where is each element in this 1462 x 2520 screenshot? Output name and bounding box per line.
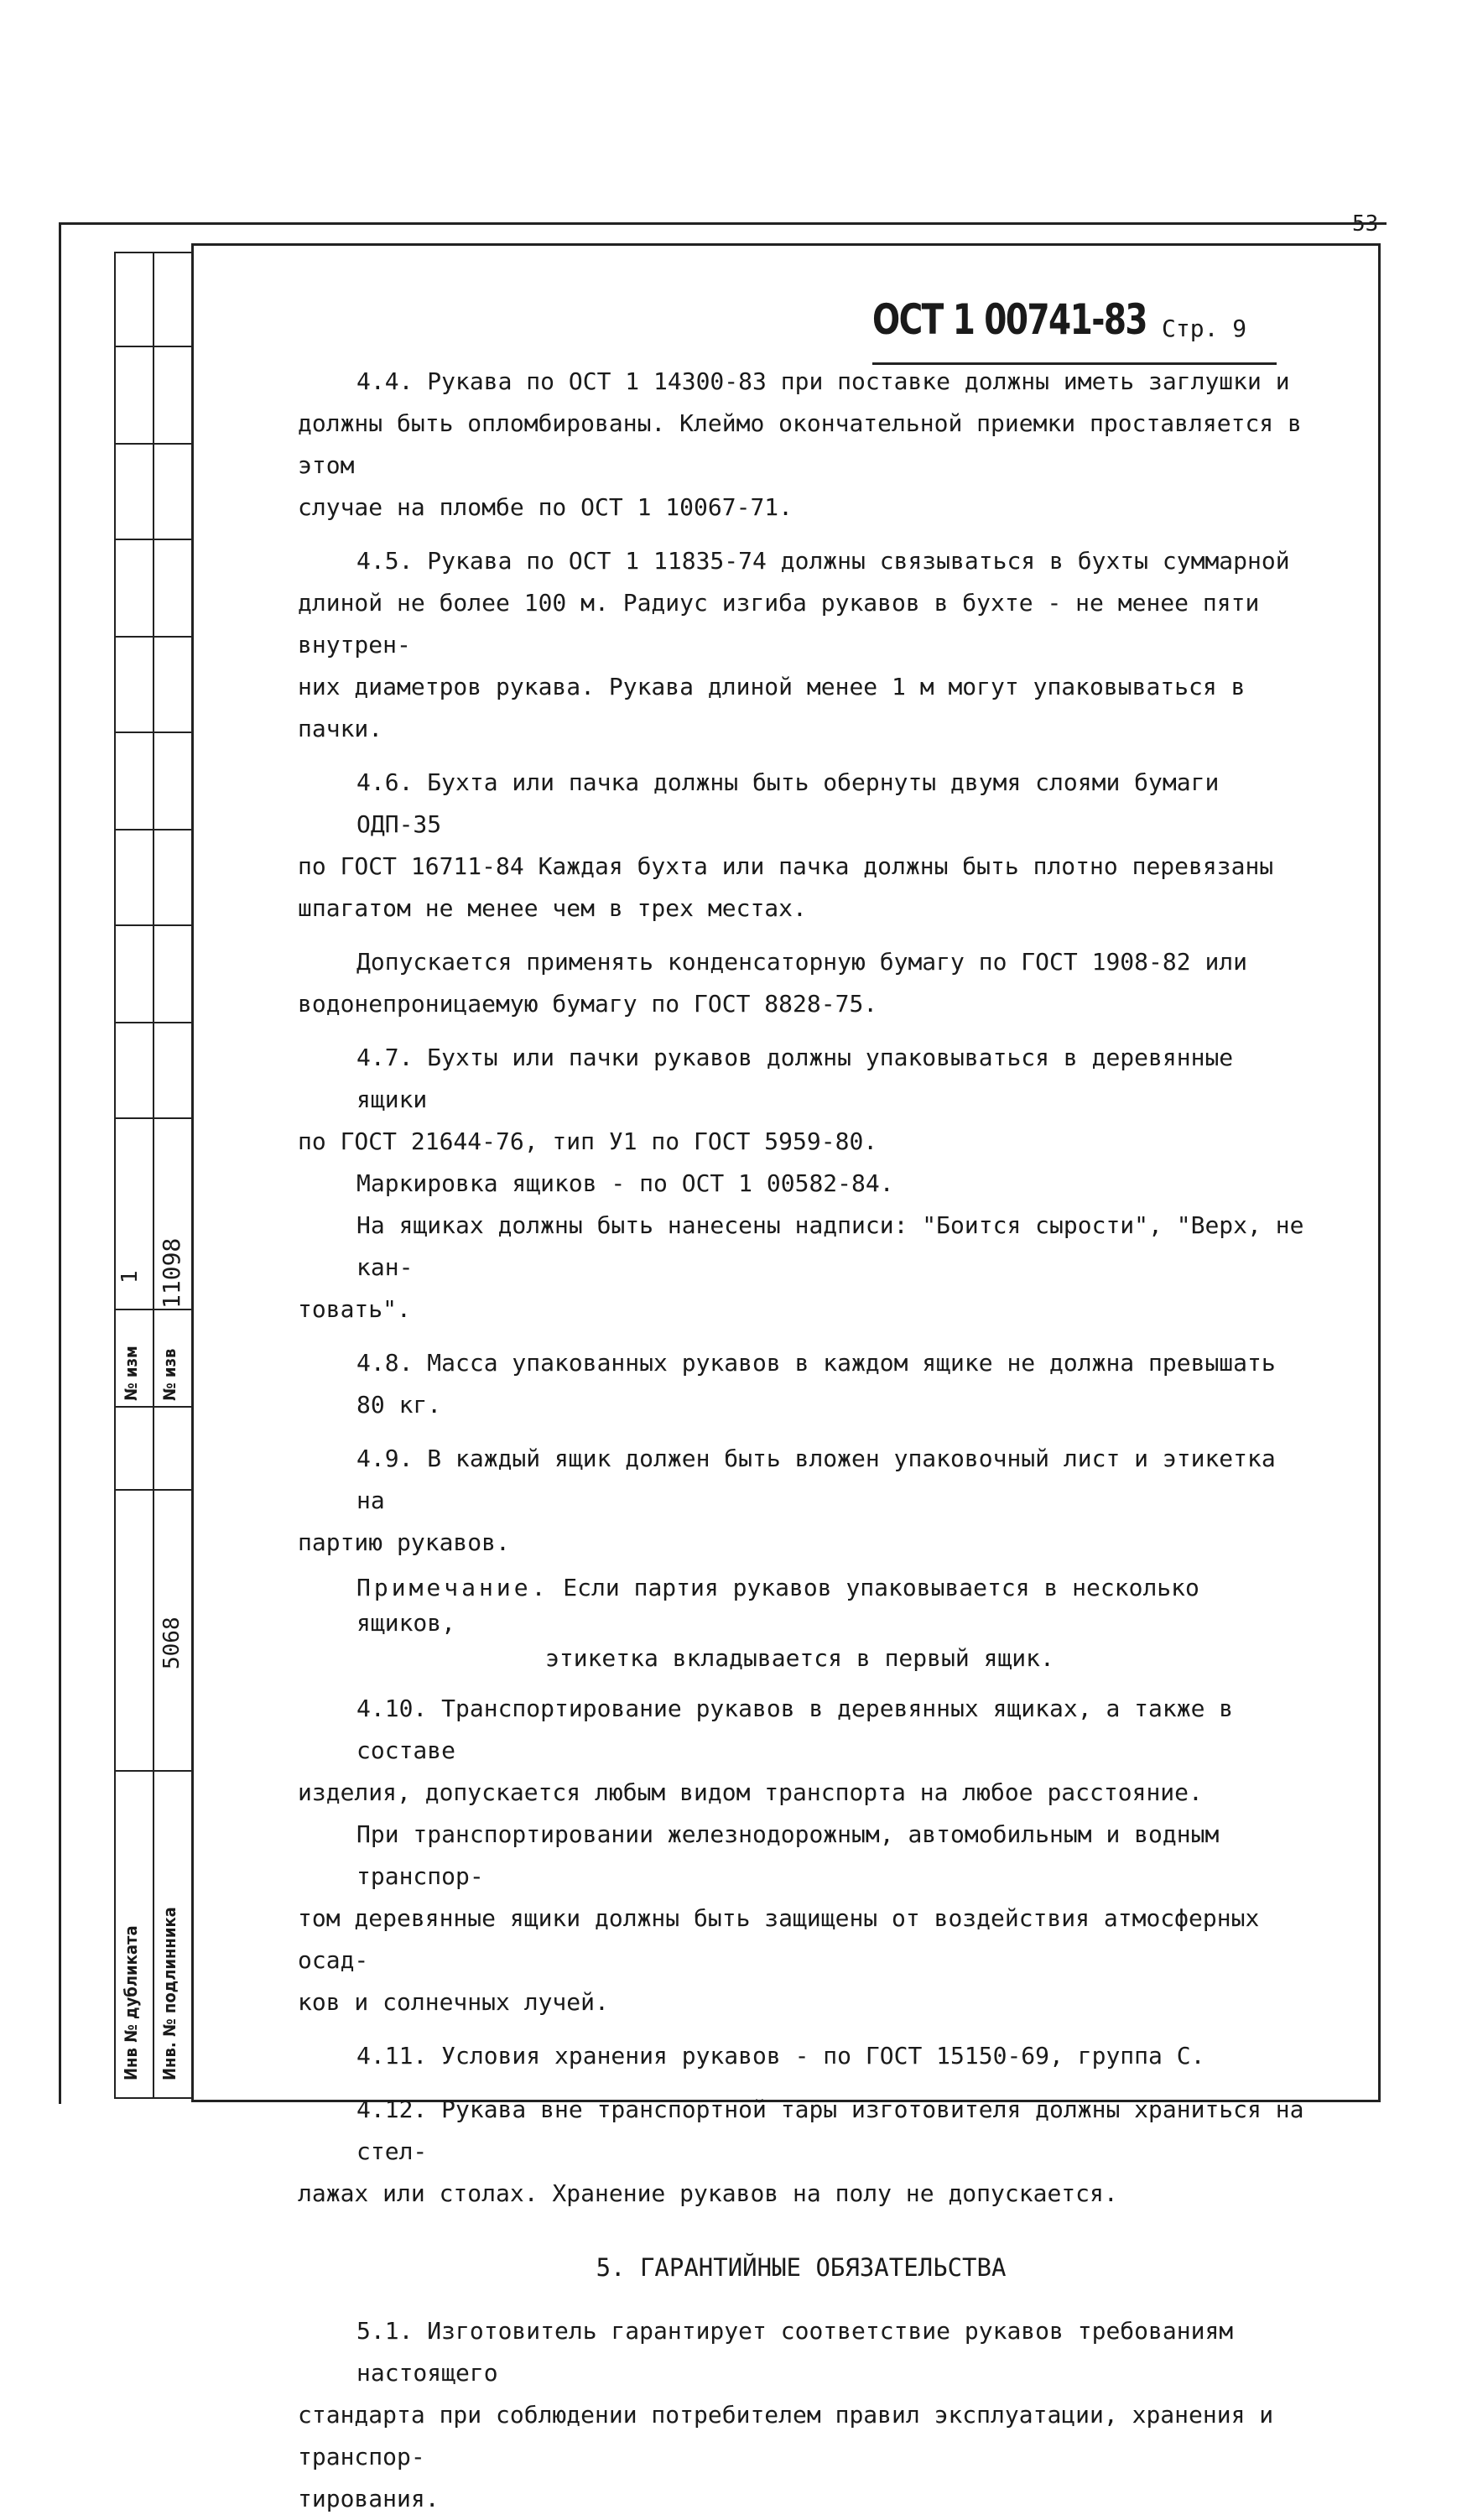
side-divider <box>114 2097 191 2099</box>
side-divider <box>114 1117 191 1119</box>
side-divider <box>114 1770 191 1772</box>
paragraph-4-4 <box>298 361 1304 528</box>
text-line: Допускается применять конденсаторную бумагу по ГОСТ 1908-82 или <box>356 948 1248 976</box>
text-line: том деревянные ящики должны быть защищены от воздействия атмосферных осад- <box>298 1904 1260 1974</box>
text-line: водонепроницаемую бумагу по ГОСТ 8828-75. <box>298 990 878 1018</box>
side-stamp-column-right <box>153 252 154 2097</box>
side-stamp-column-left <box>114 252 116 2097</box>
document-body <box>298 361 1304 2520</box>
paragraph-4-6-supplement <box>298 941 1304 1025</box>
text-line: товать". <box>298 1295 411 1323</box>
text-line: 4.12. Рукава вне транспортной тары изготовителя должны храниться на стел- <box>356 2096 1304 2165</box>
text-line: 4.4. Рукава по ОСТ 1 14300-83 при поставке должны иметь заглушки и <box>356 367 1290 395</box>
paragraph-4-9 <box>298 1438 1304 1564</box>
text-line: Маркировка ящиков - по ОСТ 1 00582-84. <box>356 1169 894 1197</box>
text-line: тирования. <box>298 2485 440 2512</box>
side-divider <box>114 1406 191 1408</box>
text-line: должны быть опломбированы. Клеймо окончательной приемки проставляется в этом <box>298 409 1302 479</box>
text-line: На ящиках должны быть нанесены надписи: "Боится сырости", "Верх, не кан- <box>356 1211 1304 1281</box>
duplicate-label: Инв № дубликата <box>121 1925 141 2080</box>
text-line: 4.6. Бухта или пачка должны быть обернуты двумя слоями бумаги ОДП-35 <box>356 768 1220 838</box>
note-line: этикетка вкладывается в первый ящик. <box>545 1644 1054 1672</box>
original-label: Инв. № подлинника <box>159 1907 179 2080</box>
side-divider <box>114 346 191 347</box>
note-line: Если партия рукавов упаковывается в несколько ящиков, <box>356 1574 1199 1637</box>
note <box>298 1570 1304 1676</box>
text-line: 4.9. В каждый ящик должен быть вложен упаковочный лист и этикетка на <box>356 1445 1276 1514</box>
inventory-number: 5068 <box>159 1617 185 1669</box>
text-line: изделия, допускается любым видом транспорта на любое расстояние. <box>298 1778 1203 1806</box>
side-divider <box>114 732 191 733</box>
side-divider <box>114 539 191 540</box>
paragraph-4-5 <box>298 540 1304 750</box>
side-divider <box>114 1309 191 1310</box>
page-label: Стр. 9 <box>1162 315 1247 342</box>
section-heading: 5. ГАРАНТИЙНЫЕ ОБЯЗАТЕЛЬСТВА <box>596 2253 1007 2282</box>
text-line: 4.10. Транспортирование рукавов в деревянных ящиках, а также в составе <box>356 1695 1234 1764</box>
paragraph-4-12 <box>298 2089 1304 2215</box>
paragraph-5-1 <box>298 2310 1304 2520</box>
change-label: № изм <box>121 1346 141 1401</box>
text-line: шпагатом не менее чем в трех местах. <box>298 894 807 922</box>
text-line: 4.7. Бухты или пачки рукавов должны упаковываться в деревянные ящики <box>356 1044 1234 1113</box>
notice-label: № изв <box>159 1348 179 1401</box>
side-divider <box>114 1022 191 1023</box>
paragraph-4-10 <box>298 1688 1304 2023</box>
text-line: ков и солнечных лучей. <box>298 1988 609 2016</box>
text-line: партию рукавов. <box>298 1528 510 1556</box>
side-divider <box>114 636 191 638</box>
text-line: стандарта при соблюдении потребителем правил эксплуатации, хранения и транспор- <box>298 2401 1274 2471</box>
page-number: 53 <box>1352 211 1379 237</box>
text-line: 4.5. Рукава по ОСТ 1 11835-74 должны связываться в бухты суммарной <box>356 547 1290 575</box>
side-divider <box>114 924 191 926</box>
paragraph-4-6 <box>298 762 1304 929</box>
text-line: по ГОСТ 21644-76, тип У1 по ГОСТ 5959-80. <box>298 1127 878 1155</box>
text-line: по ГОСТ 16711-84 Каждая бухта или пачка должны быть плотно перевязаны <box>298 852 1274 880</box>
change-number: 1 <box>117 1270 143 1283</box>
text-line: случае на пломбе по ОСТ 1 10067-71. <box>298 493 793 521</box>
text-line: 5.1. Изготовитель гарантирует соответствие рукавов требованиям настоящего <box>356 2317 1234 2387</box>
text-line: них диаметров рукава. Рукава длиной менее 1 м могут упаковываться в пачки. <box>298 673 1246 742</box>
notice-number: 11098 <box>158 1237 185 1309</box>
side-divider <box>114 1489 191 1491</box>
paragraph-4-8: 4.8. Масса упакованных рукавов в каждом ящике не должна превышать 80 кг. <box>356 1349 1276 1419</box>
side-divider <box>114 252 191 253</box>
text-line: длиной не более 100 м. Радиус изгиба рукавов в бухте - не менее пяти внутрен- <box>298 589 1260 659</box>
side-divider <box>114 829 191 830</box>
document-code: ОСТ 1 00741-83 <box>872 295 1147 344</box>
paragraph-4-11: 4.11. Условия хранения рукавов - по ГОСТ 15150-69, группа С. <box>356 2042 1205 2070</box>
text-line: При транспортировании железнодорожным, автомобильным и водным транспор- <box>356 1820 1220 1890</box>
note-label: Примечание. <box>356 1574 549 1601</box>
paragraph-4-7 <box>298 1037 1304 1330</box>
text-line: лажах или столах. Хранение рукавов на полу не допускается. <box>298 2179 1118 2207</box>
side-divider <box>114 443 191 445</box>
